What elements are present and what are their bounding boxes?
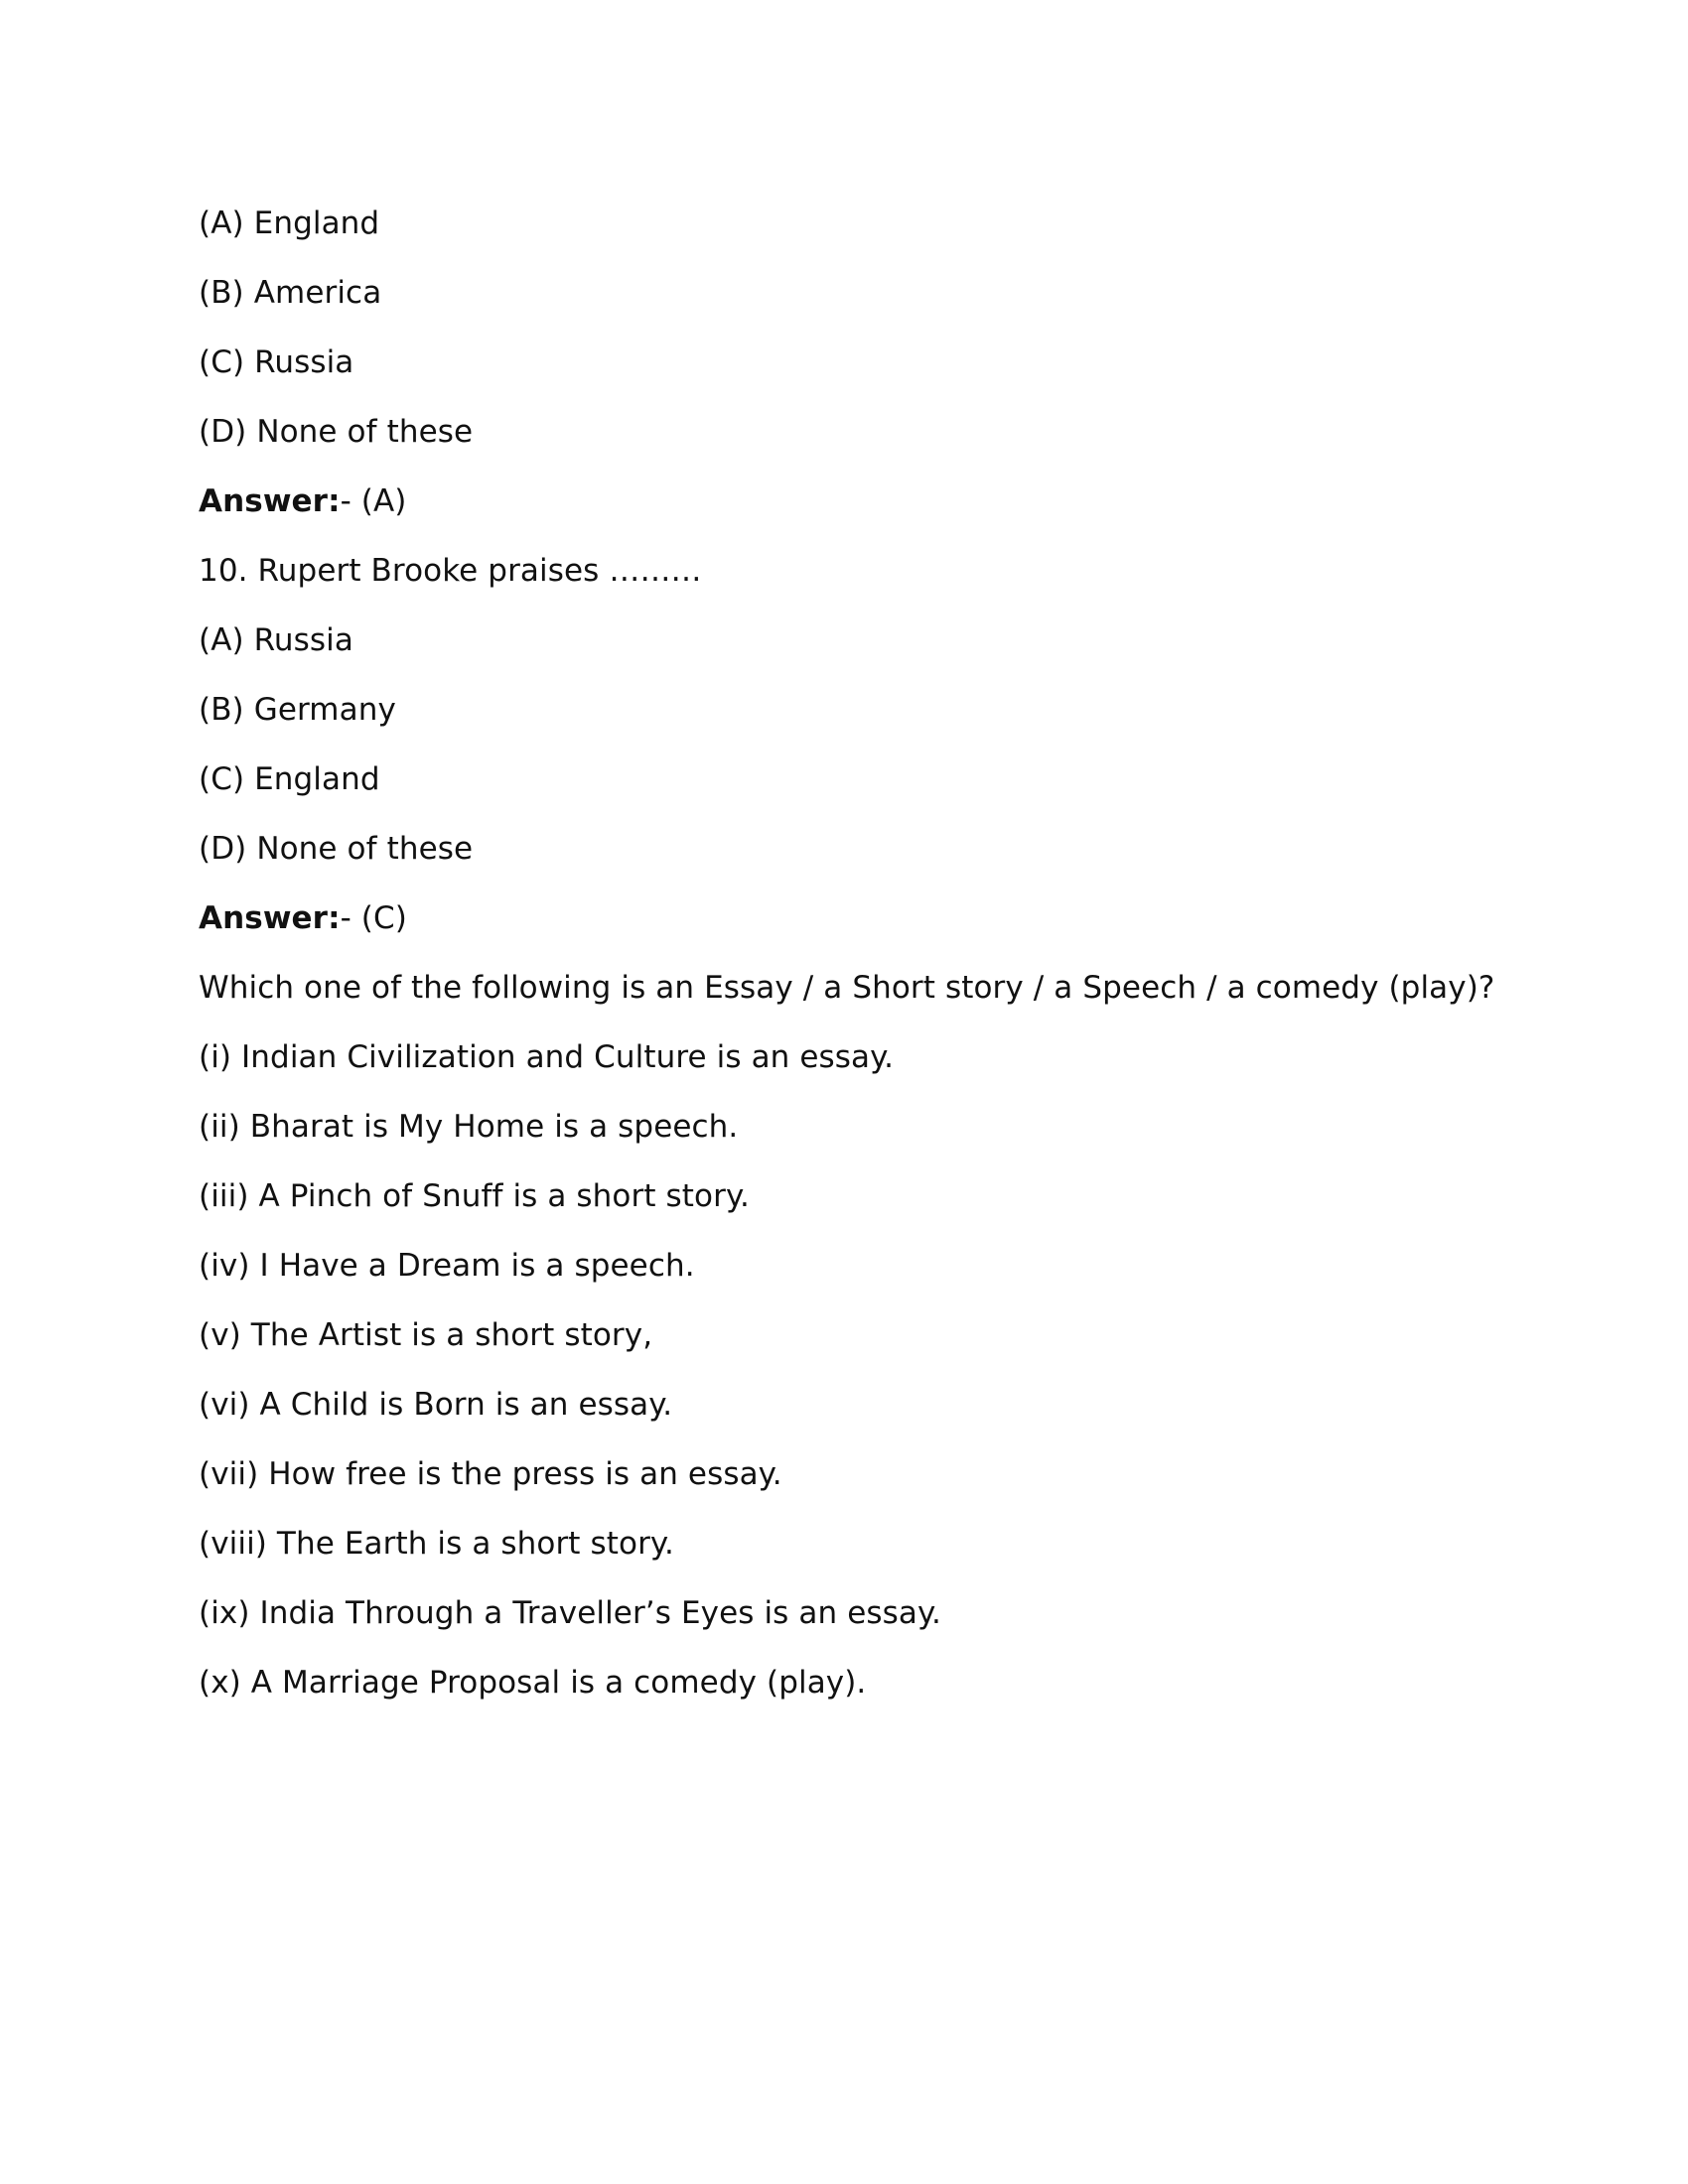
option-b: (B) America (199, 275, 382, 311)
classification-item-ii: (ii) Bharat is My Home is a speech. (199, 1109, 739, 1145)
classification-item-v: (v) The Artist is a short story, (199, 1317, 653, 1353)
classification-item-vi: (vi) A Child is Born is an essay. (199, 1387, 673, 1423)
question-10-option-b: (B) Germany (199, 692, 396, 728)
classification-item-iv: (iv) I Have a Dream is a speech. (199, 1248, 695, 1284)
question-10-option-c: (C) England (199, 761, 380, 797)
answer-label: Answer: (199, 900, 341, 936)
classification-question: Which one of the following is an Essay / a Short story / a Speech / a comedy (play)? (199, 970, 1495, 1006)
option-c: (C) Russia (199, 344, 354, 380)
answer-value: - (A) (340, 483, 407, 519)
answer-label: Answer: (199, 483, 341, 519)
classification-item-x: (x) A Marriage Proposal is a comedy (play). (199, 1665, 867, 1701)
classification-item-ix: (ix) India Through a Traveller’s Eyes is an essay. (199, 1595, 941, 1631)
question-10-option-a: (A) Russia (199, 622, 353, 658)
question-10-answer-line (199, 884, 1509, 953)
classification-item-viii: (viii) The Earth is a short story. (199, 1526, 674, 1562)
page-content (199, 189, 1509, 1717)
classification-item-i: (i) Indian Civilization and Culture is an essay. (199, 1039, 895, 1075)
answer-line (199, 467, 1509, 536)
answer-value: - (C) (340, 900, 407, 936)
classification-item-iii: (iii) A Pinch of Snuff is a short story. (199, 1178, 750, 1214)
question-10: 10. Rupert Brooke praises ……… (199, 553, 702, 589)
option-d: (D) None of these (199, 414, 474, 450)
classification-item-vii: (vii) How free is the press is an essay. (199, 1456, 782, 1492)
question-10-option-d: (D) None of these (199, 831, 474, 867)
option-a: (A) England (199, 205, 380, 241)
